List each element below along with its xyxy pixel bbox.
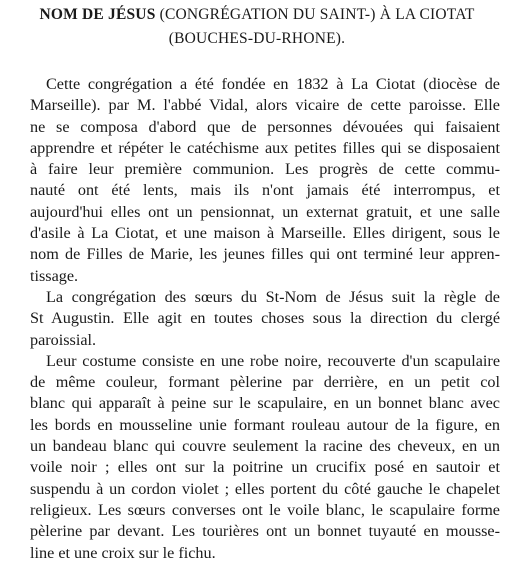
- text-line: voile noir ; elles ont sur la poitrine un crucifix posé en sautoir et: [30, 458, 500, 477]
- article-subtitle: (BOUCHES-DU-RHONE).: [168, 30, 346, 47]
- text-line: line et une croix sur le fichu.: [30, 543, 216, 562]
- text-line: paroissial.: [30, 330, 97, 349]
- paragraph-2: [14, 287, 500, 351]
- text-line: nauté ont été lents, mais ils n'ont jamais été interrompus, et: [30, 181, 500, 200]
- text-line: suspendu à un cordon violet ; elles portent du côté gauche le chapelet: [30, 479, 500, 498]
- title-rest: (CONGRÉGATION DU SAINT-) À LA CIOTAT: [155, 6, 475, 23]
- text-line: de même couleur, formant pèlerine par derrière, en un petit col: [30, 373, 500, 392]
- text-line: ne se composa d'abord que de personnes dévouées qui faisaient: [30, 117, 500, 136]
- text-line: pèlerine par devant. Les tourières ont un bonnet tuyauté en mousse-: [30, 522, 500, 541]
- paragraph-1: [14, 74, 500, 287]
- text-line: nom de Filles de Marie, les jeunes filles qui ont terminé leur appren-: [30, 245, 500, 264]
- text-line: tissage.: [30, 266, 79, 285]
- text-line: blanc qui apparaît à peine sur le scapulaire, en un bonnet blanc avec: [30, 394, 500, 413]
- text-line: apprendre et répéter le catéchisme aux petites filles qui se disposaient: [30, 138, 500, 157]
- text-line: religieux. Les sœurs converses ont le voile blanc, le scapulaire forme: [30, 500, 500, 519]
- text-line: La congrégation des sœurs du St-Nom de Jésus suit la règle de: [46, 287, 500, 306]
- text-line: Cette congrégation a été fondée en 1832 à La Ciotat (diocèse de: [46, 75, 500, 93]
- paragraph-3: [14, 351, 500, 564]
- text-line: Leur costume consiste en une robe noire, recouverte d'un scapulaire: [46, 351, 500, 370]
- text-line: à faire leur première communion. Les progrès de cette commu-: [30, 160, 500, 179]
- title-bold: NOM DE JÉSUS: [39, 6, 156, 23]
- text-line: d'asile à La Ciotat, et une maison à Marseille. Elles dirigent, sous le: [30, 224, 500, 243]
- article-title: [0, 5, 514, 25]
- text-line: St Augustin. Elle agit en toutes choses sous la direction du clergé: [30, 309, 500, 328]
- text-line: les bords en mousseline unie formant rouleau autour de la figure, en: [30, 415, 500, 434]
- text-line: Marseille). par M. l'abbé Vidal, alors vicaire de cette paroisse. Elle: [30, 96, 500, 115]
- article-body: [14, 74, 500, 564]
- text-line: un bandeau blanc qui couvre seulement la racine des cheveux, en un: [30, 437, 500, 456]
- text-line: aujourd'hui elles ont un pensionnat, un externat gratuit, et une salle: [30, 202, 500, 221]
